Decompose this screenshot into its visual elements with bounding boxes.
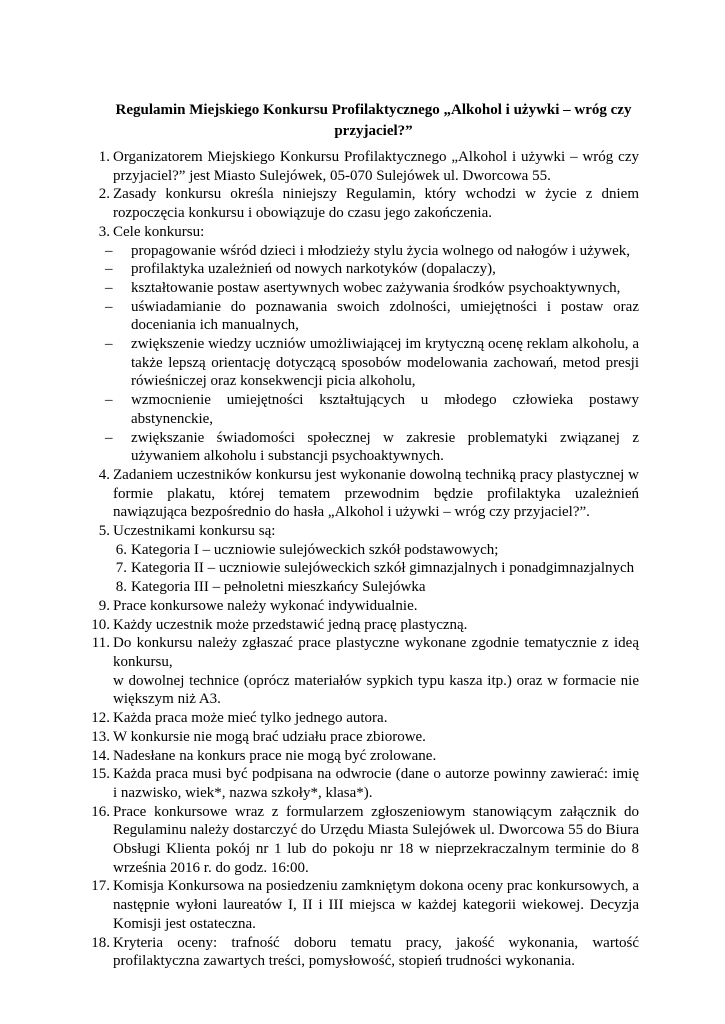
goal-item	[0, 335, 725, 391]
item-number: 15.	[91, 766, 110, 783]
item-number: 14.	[91, 747, 110, 764]
dash-bullet: –	[105, 429, 113, 446]
item-number: 18.	[91, 934, 110, 951]
item-text: Komisja Konkursowa na posiedzeniu zamkniętym dokona oceny prac konkursowych, a następnie wyłoni laureatów I, II i III miejsca w każdej kategorii wiekowej. Decyzja Komisji jest ostateczna.	[113, 878, 639, 932]
item-text: w dowolnej technice (oprócz materiałów sypkich typu kasza itp.) oraz w formacie nie większym niż A3.	[113, 672, 639, 708]
item-text: Każda praca może mieć tylko jednego autora.	[113, 710, 388, 727]
goal-text: wzmocnienie umiejętności kształtujących u młodego człowieka postawy abstynenckie,	[131, 392, 639, 427]
item-number: 7.	[115, 560, 127, 577]
item-number: 8.	[115, 579, 127, 596]
list-item	[0, 148, 725, 185]
list-item	[0, 803, 725, 878]
list-item	[0, 747, 725, 766]
regulation-list	[0, 148, 725, 971]
goal-text: uświadamianie do poznawania swoich zdolności, umiejętności i postaw oraz doceniania ich manualnych,	[131, 298, 639, 334]
list-item-continuation	[0, 672, 725, 709]
item-number: 9.	[98, 597, 110, 614]
item-text: Prace konkursowe należy wykonać indywidualnie.	[113, 597, 418, 614]
list-item	[0, 877, 725, 933]
goal-item	[0, 279, 725, 298]
list-item	[0, 728, 725, 747]
item-number: 13.	[91, 728, 110, 745]
goal-item	[0, 298, 725, 335]
item-number: 17.	[91, 878, 110, 895]
list-item	[0, 765, 725, 802]
item-number: 11.	[91, 635, 110, 652]
list-item	[0, 934, 725, 971]
item-number: 5.	[98, 523, 110, 540]
list-item	[0, 185, 725, 222]
category-item	[0, 578, 725, 597]
list-item	[0, 709, 725, 728]
item-text: W konkursie nie mogą brać udziału prace zbiorowe.	[113, 728, 426, 745]
dash-bullet: –	[105, 242, 113, 259]
item-number: 1.	[98, 149, 110, 165]
item-number: 3.	[98, 223, 110, 240]
item-text: Każdy uczestnik może przedstawić jedną pracę plastyczną.	[113, 616, 468, 633]
item-text: Kryteria oceny: trafność doboru tematu pracy, jakość wykonania, wartość profilaktyczna zawartych treści, pomysłowość, stopień trudności wykonania.	[113, 934, 639, 970]
goal-item	[0, 260, 725, 279]
dash-bullet: –	[105, 261, 113, 278]
item-number: 16.	[91, 803, 110, 820]
document-title: Regulamin Miejskiego Konkursu Profilaktycznego „Alkohol i używki – wróg czy przyjaciel?”	[115, 102, 632, 139]
goal-text: profilaktyka uzależnień od nowych narkotyków (dopalaczy),	[131, 261, 496, 278]
item-text: Do konkursu należy zgłaszać prace plastyczne wykonane zgodnie tematycznie z ideą konkursu,	[113, 635, 639, 670]
goal-item	[0, 242, 725, 261]
goal-item	[0, 391, 725, 428]
item-text: Każda praca musi być podpisana na odwrocie (dane o autorze powinny zawierać: imię i nazwisko, wiek*, nazwa szkoły*, klasa*).	[113, 766, 639, 801]
list-item	[0, 223, 725, 242]
dash-bullet: –	[105, 392, 113, 409]
item-number: 12.	[91, 710, 110, 727]
goal-text: zwiększenie wiedzy uczniów umożliwiającej im krytyczną ocenę reklam alkoholu, a także lepszą orientację dotyczącą sposobów modelowania zachowań, metod presji rówieśniczej oraz konsekwencji picia alkoholu,	[131, 336, 639, 390]
list-item	[0, 522, 725, 541]
goal-text: kształtowanie postaw asertywnych wobec zażywania środków psychoaktywnych,	[131, 279, 621, 296]
item-text: Organizatorem Miejskiego Konkursu Profilaktycznego „Alkohol i używki – wróg czy przyjaciel?” jest Miasto Sulejówek, 05-070 Sulejówek ul. Dworcowa 55.	[113, 149, 639, 184]
category-item	[0, 559, 725, 578]
item-text: Prace konkursowe wraz z formularzem zgłoszeniowym stanowiącym załącznik do Regulaminu należy dostarczyć do Urzędu Miasta Sulejówek ul. Dworcowa 55 do Biura Obsługi Klienta pokój nr 1 lub do pokoju nr 18 w nieprzekraczalnym terminie do 8 września 2016 r. do godz. 16:00.	[113, 803, 639, 876]
goal-text: propagowanie wśród dzieci i młodzieży stylu życia wolnego od nałogów i używek,	[131, 242, 631, 259]
item-text: Uczestnikami konkursu są:	[113, 523, 276, 540]
goal-item	[0, 429, 725, 466]
dash-bullet: –	[105, 279, 113, 296]
item-text: Kategoria I – uczniowie sulejóweckich szkół podstawowych;	[131, 541, 499, 558]
item-number: 6.	[115, 541, 127, 558]
list-item	[0, 597, 725, 616]
list-item	[0, 634, 725, 671]
list-item	[0, 466, 725, 522]
list-item	[0, 616, 725, 635]
dash-bullet: –	[105, 298, 113, 315]
goal-text: zwiększanie świadomości społecznej w zakresie problematyki związanej z używaniem alkoholu i substancji psychoaktywnych.	[131, 429, 639, 465]
item-number: 2.	[98, 186, 110, 203]
item-text: Zadaniem uczestników konkursu jest wykonanie dowolną techniką pracy plastycznej w formie plakatu, której tematem przewodnim będzie profilaktyka uzależnień nawiązująca bezpośrednio do hasła „Alkohol i używki – wróg czy przyjaciel?”.	[113, 466, 639, 521]
item-number: 10.	[91, 616, 110, 633]
item-text: Zasady konkursu określa niniejszy Regulamin, który wchodzi w życie z dniem rozpoczęcia konkursu i obowiązuje do czasu jego zakończenia.	[113, 186, 639, 222]
item-text: Kategoria II – uczniowie sulejóweckich szkół gimnazjalnych i ponadgimnazjalnych	[131, 560, 635, 577]
item-number: 4.	[98, 466, 110, 483]
item-text: Nadesłane na konkurs prace nie mogą być zrolowane.	[113, 747, 437, 764]
dash-bullet: –	[105, 336, 113, 353]
category-item	[0, 541, 725, 560]
item-text: Cele konkursu:	[113, 223, 205, 240]
item-text: Kategoria III – pełnoletni mieszkańcy Sulejówka	[131, 579, 426, 596]
